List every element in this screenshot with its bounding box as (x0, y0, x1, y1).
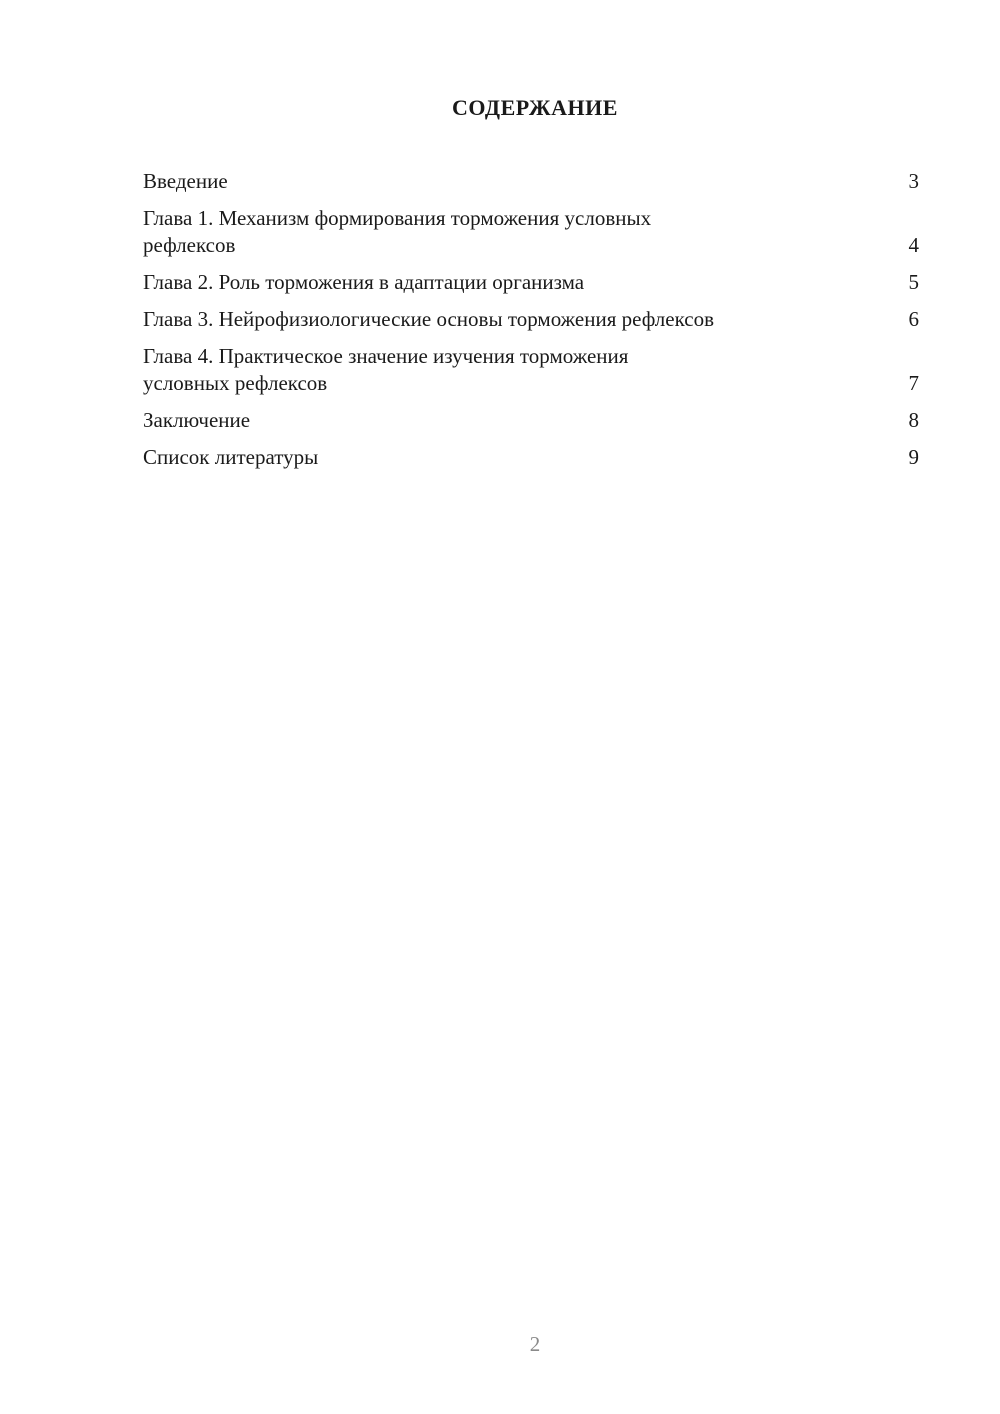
page-number: 2 (529, 1332, 541, 1356)
toc-entry-chapter-1 (143, 205, 919, 259)
toc-entry-page: 8 (908, 408, 919, 432)
toc-entry-label: Заключение (143, 408, 251, 432)
toc-entry-label: Глава 4. Практическое значение изучения торможения условных рефлексов (143, 344, 629, 395)
table-of-contents (143, 168, 919, 481)
toc-entry-references (143, 444, 919, 471)
toc-entry-page: 4 (908, 233, 919, 257)
toc-entry-page: 6 (908, 307, 919, 331)
toc-entry-conclusion (143, 407, 919, 434)
toc-entry-label: Введение (143, 169, 228, 193)
toc-entry-chapter-4 (143, 343, 919, 397)
toc-entry-introduction (143, 168, 919, 195)
toc-entry-page: 5 (908, 270, 919, 294)
toc-entry-label: Глава 3. Нейрофизиологические основы торможения рефлексов (143, 307, 714, 331)
toc-entry-label: Глава 1. Механизм формирования торможения условных рефлексов (143, 206, 652, 257)
toc-entry-chapter-3 (143, 306, 919, 333)
toc-entry-page: 9 (908, 445, 919, 469)
toc-entry-page: 7 (908, 371, 919, 395)
toc-entry-page: 3 (908, 169, 919, 193)
page-title: СОДЕРЖАНИЕ (452, 95, 618, 120)
toc-entry-label: Глава 2. Роль торможения в адаптации организма (143, 270, 585, 294)
toc-entry-chapter-2 (143, 269, 919, 296)
toc-entry-label: Список литературы (143, 445, 319, 469)
